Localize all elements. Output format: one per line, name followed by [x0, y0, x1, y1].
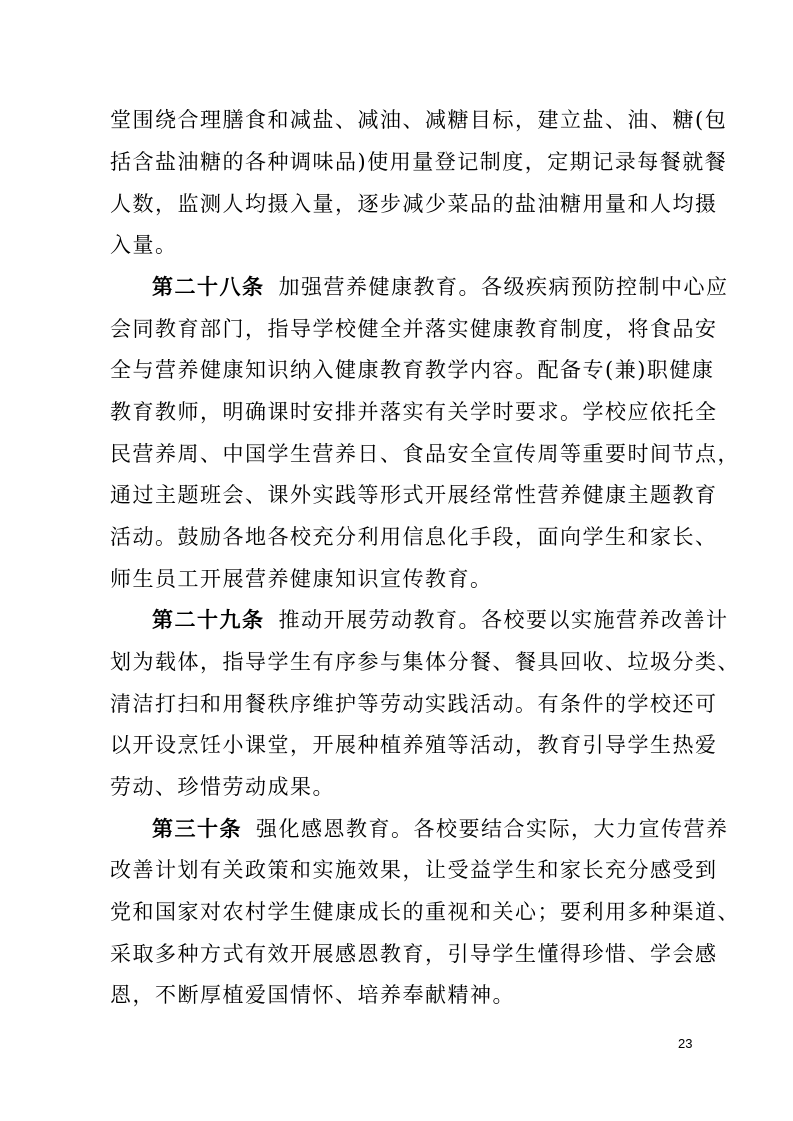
paragraph-line: 清洁打扫和用餐秩序维护等劳动实践活动。有条件的学校还可 — [110, 692, 718, 716]
paragraph-line: 民营养周、中国学生营养日、食品安全宣传周等重要时间节点， — [110, 442, 740, 466]
article-28-first-line — [152, 275, 729, 299]
paragraph-line: 通过主题班会、课外实践等形式开展经常性营养健康主题教育 — [110, 483, 718, 507]
paragraph-line: 括含盐油糖的各种调味品)使用量登记制度，定期记录每餐就餐 — [110, 150, 728, 174]
paragraph-line: 划为载体，指导学生有序参与集体分餐、餐具回收、垃圾分类、 — [110, 650, 740, 674]
paragraph-line: 堂围绕合理膳食和减盐、减油、减糖目标，建立盐、油、糖(包 — [110, 108, 728, 132]
article-number: 第三十条 — [152, 816, 242, 841]
article-number: 第二十九条 — [152, 607, 265, 632]
paragraph-line: 会同教育部门，指导学校健全并落实健康教育制度，将食品安 — [110, 317, 718, 341]
paragraph-line: 以开设烹饪小课堂，开展种植养殖等活动，教育引导学生热爱 — [110, 733, 718, 757]
paragraph-line: 全与营养健康知识纳入健康教育教学内容。配备专(兼)职健康 — [110, 358, 715, 382]
paragraph-line: 劳动、珍惜劳动成果。 — [110, 775, 335, 799]
paragraph-line: 党和国家对农村学生健康成长的重视和关心；要利用多种渠道、 — [110, 900, 740, 924]
paragraph-line: 人数，监测人均摄入量，逐步减少菜品的盐油糖用量和人均摄 — [110, 192, 718, 216]
paragraph-line: 采取多种方式有效开展感恩教育，引导学生懂得珍惜、学会感 — [110, 942, 718, 966]
article-29-first-line — [152, 608, 729, 632]
paragraph-line: 入量。 — [110, 233, 178, 257]
page-number: 23 — [678, 1036, 693, 1051]
article-text: 强化感恩教育。各校要结合实际，大力宣传营养 — [256, 817, 729, 841]
paragraph-line: 教育教师，明确课时安排并落实有关学时要求。学校应依托全 — [110, 400, 718, 424]
article-30-first-line — [152, 817, 729, 841]
article-text: 加强营养健康教育。各级疾病预防控制中心应 — [278, 275, 729, 299]
paragraph-line: 恩，不断厚植爱国情怀、培养奉献精神。 — [110, 983, 515, 1007]
paragraph-line: 活动。鼓励各地各校充分利用信息化手段，面向学生和家长、 — [110, 525, 718, 549]
paragraph-line: 改善计划有关政策和实施效果，让受益学生和家长充分感受到 — [110, 858, 718, 882]
paragraph-line: 师生员工开展营养健康知识宣传教育。 — [110, 567, 493, 591]
article-number: 第二十八条 — [152, 274, 265, 299]
article-text: 推动开展劳动教育。各校要以实施营养改善计 — [278, 608, 729, 632]
